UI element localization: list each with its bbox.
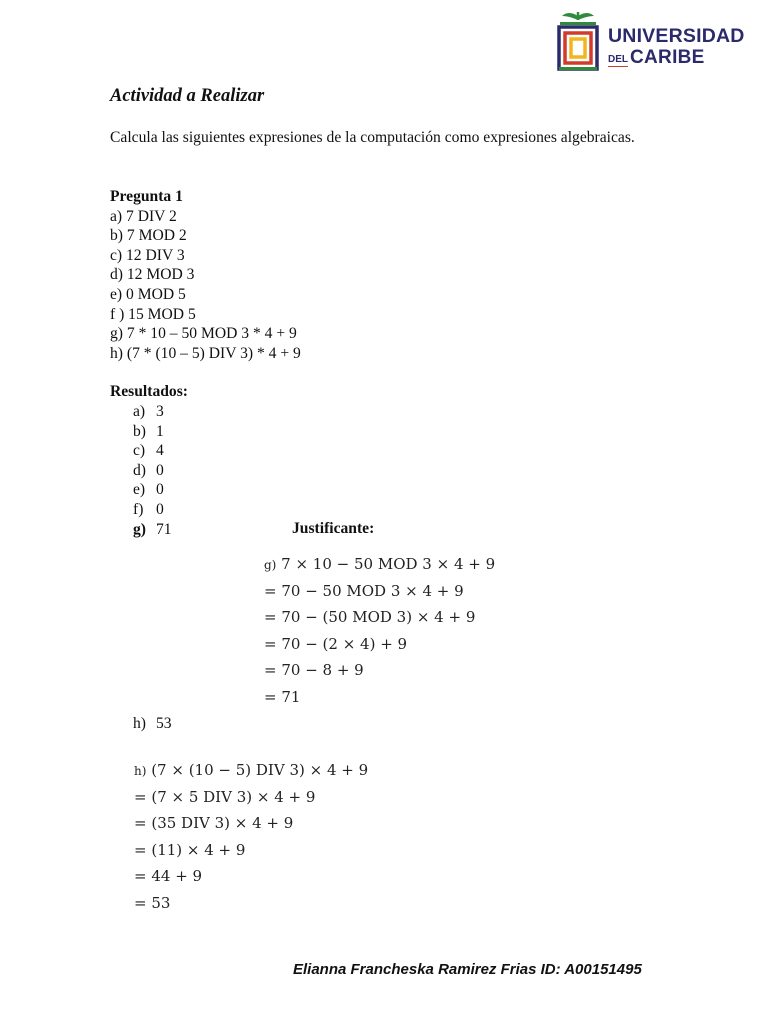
question-item: b) 7 MOD 2 — [110, 227, 187, 245]
result-label: f) — [133, 500, 144, 518]
result-item — [133, 480, 172, 500]
derivation-step: (7 × (10 − 5) DIV 3) × 4 + 9 — [151, 761, 369, 779]
result-label: g) — [133, 520, 146, 538]
result-label: b) — [133, 422, 146, 440]
question-item: e) 0 MOD 5 — [110, 285, 186, 303]
question-block — [110, 187, 301, 363]
derivation-step: = (7 × 5 DIV 3) × 4 + 9 — [134, 787, 316, 806]
derivation-step: = 70 − (50 MOD 3) × 4 + 9 — [264, 608, 476, 626]
result-label: e) — [133, 481, 146, 499]
result-item-h — [133, 715, 172, 733]
results-heading: Resultados: — [110, 383, 188, 400]
result-item — [133, 402, 172, 422]
derivation-step: = 53 — [134, 893, 171, 912]
derivation-step: = 71 — [264, 687, 301, 706]
result-value: 0 — [156, 461, 164, 479]
justification-label: Justificante: — [292, 520, 375, 537]
derivation-line — [134, 757, 368, 784]
question-item: a) 7 DIV 2 — [110, 207, 177, 225]
page-title: Actividad a Realizar — [110, 86, 265, 106]
result-item — [133, 500, 172, 520]
result-item — [133, 441, 172, 461]
result-item — [133, 520, 172, 540]
g-derivation — [264, 551, 495, 710]
university-logo — [556, 10, 762, 72]
question-item: g) 7 * 10 – 50 MOD 3 * 4 + 9 — [110, 325, 297, 343]
derivation-prefix: h) — [134, 764, 147, 778]
question-item: f ) 15 MOD 5 — [110, 305, 196, 323]
logo-line-2 — [608, 48, 745, 67]
result-label: a) — [133, 403, 146, 420]
intro-paragraph: Calcula las siguientes expresiones de la computación como expresiones algebraicas. — [110, 129, 635, 146]
result-value: 4 — [156, 442, 164, 460]
derivation-prefix: g) — [264, 558, 277, 572]
question-heading: Pregunta 1 — [110, 188, 183, 205]
result-value: 1 — [156, 422, 164, 440]
logo-wordmark — [608, 27, 745, 67]
logo-line-1: UNIVERSIDAD — [608, 25, 745, 47]
derivation-step: = 44 + 9 — [134, 867, 203, 885]
result-value: 53 — [156, 715, 172, 732]
derivation-step: = (35 DIV 3) × 4 + 9 — [134, 814, 294, 832]
result-label: h) — [133, 715, 146, 732]
result-value: 3 — [156, 403, 164, 420]
question-item: c) 12 DIV 3 — [110, 246, 185, 264]
result-value: 0 — [156, 481, 164, 499]
derivation-step: 7 × 10 − 50 MOD 3 × 4 + 9 — [281, 555, 496, 573]
result-label: c) — [133, 442, 146, 460]
question-item: d) 12 MOD 3 — [110, 266, 195, 284]
logo-caribe: CARIBE — [630, 46, 705, 68]
derivation-step: = 70 − 8 + 9 — [264, 661, 364, 679]
logo-del: DEL — [608, 53, 628, 65]
derivation-step: = 70 − 50 MOD 3 × 4 + 9 — [264, 581, 464, 600]
derivation-step: = (11) × 4 + 9 — [134, 840, 246, 859]
result-value: 71 — [156, 520, 172, 538]
question-item: h) (7 * (10 – 5) DIV 3) * 4 + 9 — [110, 344, 301, 362]
author-footer: Elianna Francheska Ramirez Frias ID: A00151495 — [293, 961, 642, 978]
result-label: d) — [133, 461, 146, 479]
derivation-line — [264, 551, 495, 578]
result-item — [133, 461, 172, 481]
result-value: 0 — [156, 500, 164, 518]
logo-emblem-icon — [556, 10, 600, 72]
results-list — [133, 402, 172, 539]
h-derivation — [134, 757, 368, 916]
result-item — [133, 422, 172, 442]
derivation-step: = 70 − (2 × 4) + 9 — [264, 634, 408, 653]
